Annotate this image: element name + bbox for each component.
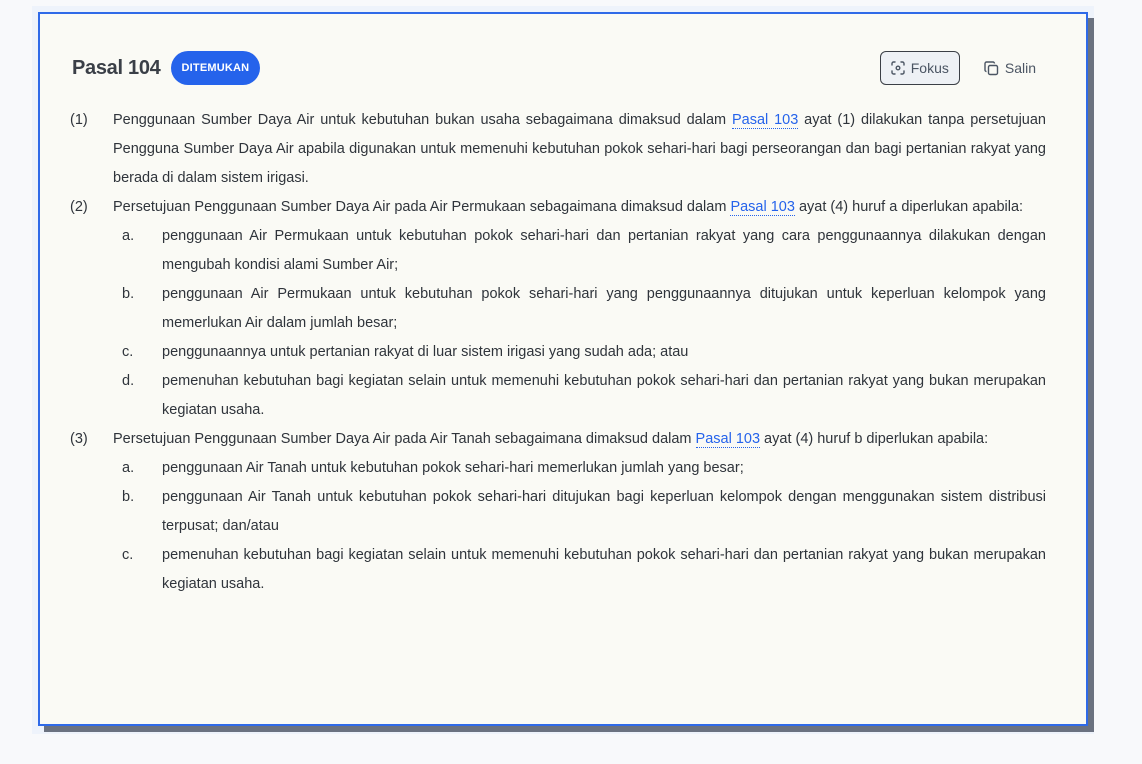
article-body	[70, 106, 1046, 599]
article-header	[72, 48, 1046, 88]
item-text: penggunaannya untuk pertanian rakyat di luar sistem irigasi yang sudah ada; atau	[162, 344, 689, 360]
pasal-103-link[interactable]: Pasal 103	[730, 199, 795, 215]
paragraph-text: Penggunaan Sumber Daya Air untuk kebutuhan bukan usaha sebagaimana dimaksud dalam Pasal 103 ayat (1) dilakukan tanpa persetujuan Pengguna Sumber Daya Air apabila digunakan untuk memenuhi kebutuhan pokok sehari-hari bagi perseorangan dan bagi pertanian rakyat yang berada di dalam sistem irigasi.	[113, 112, 1046, 186]
item-letter: a.	[122, 228, 135, 244]
paragraph-number: (2)	[70, 199, 88, 215]
paragraph-text: Persetujuan Penggunaan Sumber Daya Air pada Air Permukaan sebagaimana dimaksud dalam Pasal 103 ayat (4) huruf a diperlukan apabila:	[113, 199, 1024, 215]
list-item	[122, 367, 1046, 425]
item-letter: d.	[122, 373, 135, 389]
copy-button[interactable]	[974, 52, 1046, 84]
list-item	[122, 222, 1046, 280]
focus-label: Fokus	[910, 60, 949, 76]
status-badge: DITEMUKAN	[171, 51, 261, 85]
list-item	[122, 483, 1046, 541]
paragraph-number: (1)	[70, 112, 88, 128]
list-item	[122, 541, 1046, 599]
item-letter: c.	[122, 547, 134, 563]
item-letter: b.	[122, 286, 135, 302]
item-text: penggunaan Air Permukaan untuk kebutuhan pokok sehari-hari yang penggunaannya ditujukan untuk keperluan kelompok yang memerlukan Air dalam jumlah besar;	[162, 286, 1046, 331]
item-text: penggunaan Air Tanah untuk kebutuhan pokok sehari-hari memerlukan jumlah yang besar;	[162, 460, 744, 476]
copy-icon	[984, 61, 999, 76]
item-letter: b.	[122, 489, 135, 505]
pasal-103-link[interactable]: Pasal 103	[695, 431, 761, 447]
item-text: pemenuhan kebutuhan bagi kegiatan selain untuk memenuhi kebutuhan pokok sehari-hari dan pertanian rakyat yang bukan merupakan kegiatan usaha.	[162, 373, 1046, 418]
copy-label: Salin	[1004, 60, 1036, 76]
item-text: pemenuhan kebutuhan bagi kegiatan selain untuk memenuhi kebutuhan pokok sehari-hari dan pertanian rakyat yang bukan merupakan kegiatan usaha.	[162, 547, 1046, 592]
article-card	[38, 12, 1088, 726]
header-actions	[880, 51, 1046, 85]
paragraph-number: (3)	[70, 431, 88, 447]
list-item	[122, 338, 1046, 367]
article-title: Pasal 104	[72, 56, 161, 79]
paragraph-2	[70, 193, 1046, 222]
item-letter: a.	[122, 460, 135, 476]
item-text: penggunaan Air Tanah untuk kebutuhan pokok sehari-hari ditujukan bagi keperluan kelompok dengan menggunakan sistem distribusi terpusat; dan/atau	[162, 489, 1046, 534]
focus-viewfinder-icon	[891, 61, 905, 75]
pasal-103-link[interactable]: Pasal 103	[731, 112, 799, 128]
paragraph-3	[70, 425, 1046, 454]
item-letter: c.	[122, 344, 134, 360]
paragraph-1	[70, 106, 1046, 193]
focus-button[interactable]	[880, 51, 960, 85]
list-item	[122, 280, 1046, 338]
list-item	[122, 454, 1046, 483]
item-text: penggunaan Air Permukaan untuk kebutuhan pokok sehari-hari dan pertanian rakyat yang cara penggunaannya dilakukan dengan mengubah kondisi alami Sumber Air;	[162, 228, 1046, 273]
paragraph-text: Persetujuan Penggunaan Sumber Daya Air pada Air Tanah sebagaimana dimaksud dalam Pasal 103 ayat (4) huruf b diperlukan apabila:	[113, 431, 989, 447]
